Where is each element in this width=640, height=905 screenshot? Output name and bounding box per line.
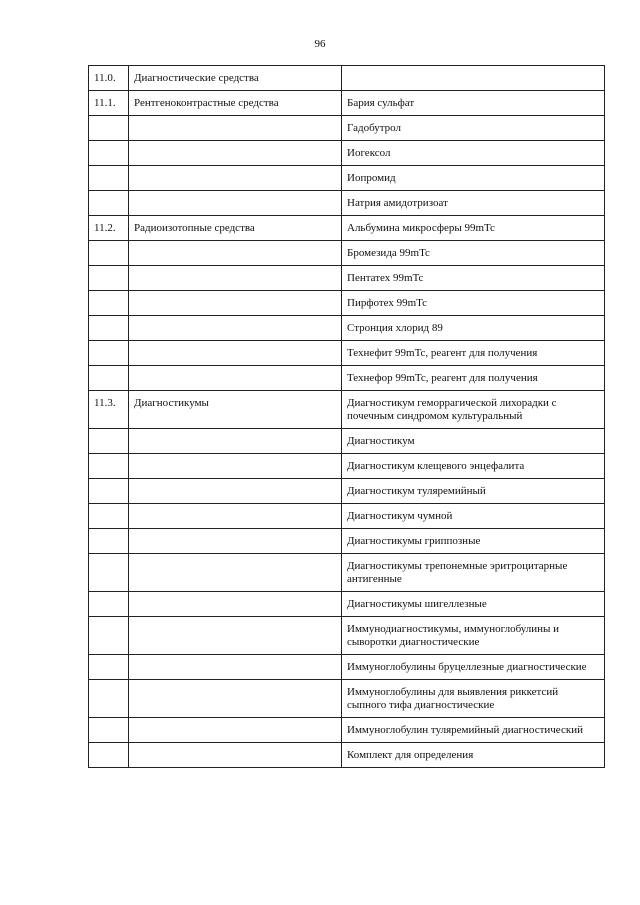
group-name-cell: Радиоизотопные средства bbox=[129, 216, 342, 241]
group-name-cell bbox=[129, 116, 342, 141]
group-name-cell bbox=[129, 429, 342, 454]
table-row bbox=[89, 504, 605, 529]
drug-name-cell: Иопромид bbox=[342, 166, 605, 191]
drug-name-cell: Диагностикум туляремийный bbox=[342, 479, 605, 504]
group-name-cell bbox=[129, 341, 342, 366]
group-name-cell bbox=[129, 191, 342, 216]
group-name-cell bbox=[129, 366, 342, 391]
section-number-cell bbox=[89, 617, 129, 655]
page-number: 96 bbox=[314, 38, 326, 50]
drug-name-cell: Технефор 99mTc, реагент для получения bbox=[342, 366, 605, 391]
section-number-cell bbox=[89, 191, 129, 216]
group-name-cell bbox=[129, 454, 342, 479]
table-row bbox=[89, 366, 605, 391]
group-name-cell: Диагностикумы bbox=[129, 391, 342, 429]
section-number-cell: 11.3. bbox=[89, 391, 129, 429]
table-row bbox=[89, 266, 605, 291]
section-number-cell bbox=[89, 316, 129, 341]
drug-name-cell bbox=[342, 66, 605, 91]
group-name-cell bbox=[129, 743, 342, 768]
section-number-cell bbox=[89, 341, 129, 366]
group-name-cell bbox=[129, 554, 342, 592]
drug-name-cell: Диагностикум bbox=[342, 429, 605, 454]
drug-name-cell: Иогексол bbox=[342, 141, 605, 166]
drug-name-cell: Диагностикум геморрагической лихорадки с почечным синдромом культуральный bbox=[342, 391, 605, 429]
group-name-cell bbox=[129, 166, 342, 191]
group-name-cell bbox=[129, 592, 342, 617]
table-row bbox=[89, 454, 605, 479]
table-row bbox=[89, 429, 605, 454]
table-row bbox=[89, 316, 605, 341]
group-name-cell bbox=[129, 291, 342, 316]
drug-name-cell: Технефит 99mTc, реагент для получения bbox=[342, 341, 605, 366]
group-name-cell bbox=[129, 617, 342, 655]
section-number-cell bbox=[89, 592, 129, 617]
drug-name-cell: Бромезида 99mTc bbox=[342, 241, 605, 266]
section-number-cell: 11.0. bbox=[89, 66, 129, 91]
table-row bbox=[89, 680, 605, 718]
drug-name-cell: Иммунодиагностикумы, иммуноглобулины и сыворотки диагностические bbox=[342, 617, 605, 655]
section-number-cell bbox=[89, 116, 129, 141]
group-name-cell: Рентгеноконтрастные средства bbox=[129, 91, 342, 116]
table-row bbox=[89, 529, 605, 554]
table-row bbox=[89, 592, 605, 617]
group-name-cell bbox=[129, 141, 342, 166]
drug-name-cell: Диагностикум клещевого энцефалита bbox=[342, 454, 605, 479]
table-row bbox=[89, 391, 605, 429]
section-number-cell bbox=[89, 166, 129, 191]
drug-name-cell: Диагностикум чумной bbox=[342, 504, 605, 529]
section-number-cell bbox=[89, 291, 129, 316]
table-row bbox=[89, 617, 605, 655]
table-row bbox=[89, 141, 605, 166]
table-row bbox=[89, 241, 605, 266]
section-number-cell bbox=[89, 241, 129, 266]
table-body bbox=[89, 66, 605, 768]
section-number-cell bbox=[89, 454, 129, 479]
group-name-cell bbox=[129, 655, 342, 680]
group-name-cell bbox=[129, 241, 342, 266]
drug-name-cell: Диагностикумы трепонемные эритроцитарные антигенные bbox=[342, 554, 605, 592]
group-name-cell bbox=[129, 266, 342, 291]
drug-name-cell: Диагностикумы шигеллезные bbox=[342, 592, 605, 617]
group-name-cell: Диагностические средства bbox=[129, 66, 342, 91]
section-number-cell: 11.2. bbox=[89, 216, 129, 241]
drug-name-cell: Натрия амидотризоат bbox=[342, 191, 605, 216]
table-row bbox=[89, 191, 605, 216]
section-number-cell bbox=[89, 718, 129, 743]
section-number-cell bbox=[89, 554, 129, 592]
drug-name-cell: Альбумина микросферы 99mTc bbox=[342, 216, 605, 241]
section-number-cell bbox=[89, 743, 129, 768]
table-row bbox=[89, 116, 605, 141]
group-name-cell bbox=[129, 680, 342, 718]
table-row bbox=[89, 66, 605, 91]
table-row bbox=[89, 216, 605, 241]
drug-name-cell: Комплект для определения bbox=[342, 743, 605, 768]
section-number-cell bbox=[89, 141, 129, 166]
drug-name-cell: Гадобутрол bbox=[342, 116, 605, 141]
section-number-cell bbox=[89, 680, 129, 718]
drug-name-cell: Иммуноглобулины бруцеллезные диагностические bbox=[342, 655, 605, 680]
drug-name-cell: Иммуноглобулины для выявления риккетсий сыпного тифа диагностические bbox=[342, 680, 605, 718]
section-number-cell bbox=[89, 504, 129, 529]
group-name-cell bbox=[129, 504, 342, 529]
group-name-cell bbox=[129, 718, 342, 743]
table-row bbox=[89, 166, 605, 191]
section-number-cell bbox=[89, 266, 129, 291]
table-row bbox=[89, 341, 605, 366]
drug-name-cell: Пентатех 99mTc bbox=[342, 266, 605, 291]
group-name-cell bbox=[129, 316, 342, 341]
drug-name-cell: Стронция хлорид 89 bbox=[342, 316, 605, 341]
section-number-cell bbox=[89, 429, 129, 454]
drug-list-table bbox=[88, 65, 605, 768]
table-row bbox=[89, 291, 605, 316]
table-row bbox=[89, 91, 605, 116]
table-row bbox=[89, 655, 605, 680]
section-number-cell bbox=[89, 655, 129, 680]
group-name-cell bbox=[129, 529, 342, 554]
table-row bbox=[89, 743, 605, 768]
section-number-cell bbox=[89, 366, 129, 391]
table-row bbox=[89, 554, 605, 592]
drug-name-cell: Пирфотех 99mTc bbox=[342, 291, 605, 316]
section-number-cell bbox=[89, 479, 129, 504]
drug-name-cell: Иммуноглобулин туляремийный диагностический bbox=[342, 718, 605, 743]
drug-name-cell: Бария сульфат bbox=[342, 91, 605, 116]
group-name-cell bbox=[129, 479, 342, 504]
table-row bbox=[89, 718, 605, 743]
section-number-cell: 11.1. bbox=[89, 91, 129, 116]
section-number-cell bbox=[89, 529, 129, 554]
drug-name-cell: Диагностикумы гриппозные bbox=[342, 529, 605, 554]
table-row bbox=[89, 479, 605, 504]
